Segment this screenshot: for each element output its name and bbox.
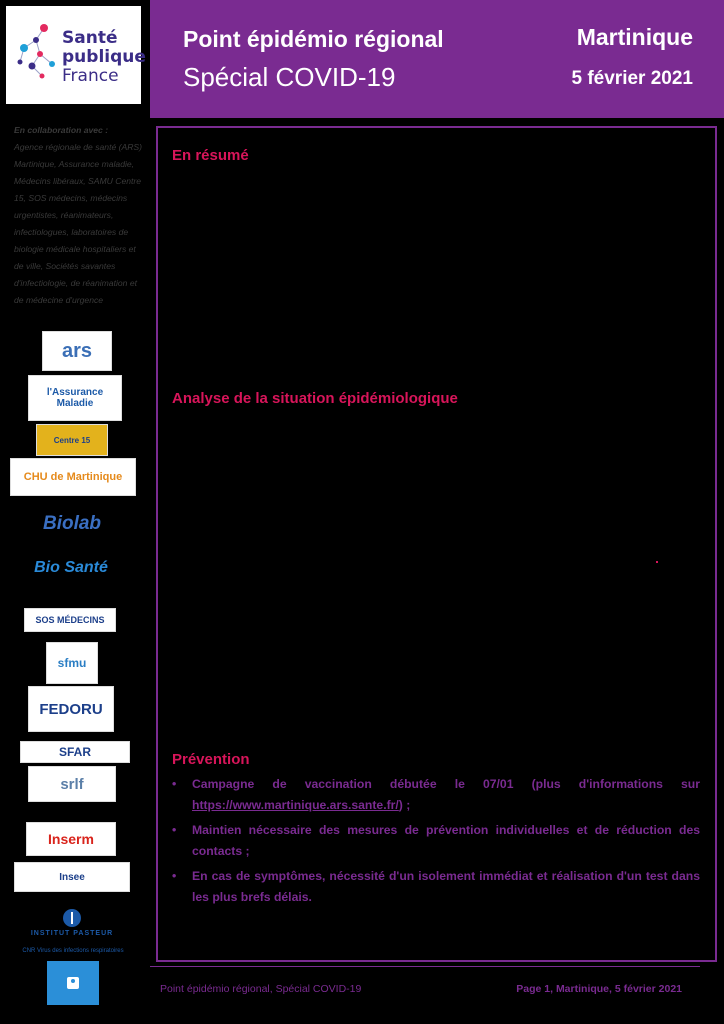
sfar-logo: SFAR <box>20 741 130 763</box>
red-dot-mark <box>656 561 658 563</box>
collaboration-heading: En collaboration avec : <box>14 125 109 135</box>
sante-icon-logo <box>47 961 99 1005</box>
prevention-item-symptoms <box>172 866 700 908</box>
logo-text-line3: France <box>62 66 119 86</box>
header-subtitle: Spécial COVID-19 <box>183 62 396 92</box>
insee-logo: Insee <box>14 862 130 892</box>
header-region: Martinique <box>576 24 693 50</box>
prevention-item-end: ) ; <box>398 798 411 812</box>
header-date: 5 février 2021 <box>571 68 693 89</box>
institut-pasteur-label: INSTITUT PASTEUR <box>30 930 114 937</box>
assurance-maladie-logo: l'Assurance Maladie <box>28 375 122 421</box>
prevention-item-measures <box>172 820 700 862</box>
prevention-list <box>172 774 700 912</box>
chu-martinique-logo: CHU de Martinique <box>10 458 136 496</box>
summary-title: En résumé <box>172 147 249 164</box>
ars-logo: ars <box>42 331 112 371</box>
collaboration-text <box>14 122 144 309</box>
sos-medecins-logo: SOS MÉDECINS <box>24 608 116 632</box>
cnr-label: CNR Virus des infections respiratoires <box>22 948 124 954</box>
person-icon <box>65 975 81 991</box>
prevention-title: Prévention <box>172 751 250 768</box>
collaboration-body: Agence régionale de santé (ARS) Martinique, Assurance maladie, Médecins libéraux, SAMU Centre 15, SOS médecins, médecins urgentistes, réanimateurs, infectiologues, laboratoires de biologie médicale hospitaliers et de ville, Sociétés savantes d'infectiologie, de réanimation et de médecine d'urgence <box>14 142 143 305</box>
bullet-icon: • <box>172 823 177 837</box>
footer-divider <box>150 966 700 967</box>
sidebar <box>0 0 150 1024</box>
fedoru-logo: FEDORU <box>28 686 114 732</box>
biolab-logo: Biolab <box>32 506 112 542</box>
bullet-icon: • <box>172 777 177 791</box>
ars-website-link[interactable]: https://www.martinique.ars.sante.fr/ <box>192 798 399 812</box>
sante-publique-france-logo <box>6 6 146 104</box>
prevention-item-text: En cas de symptômes, nécessité d'un isolement immédiat et réalisation d'un test dans les plus brefs délais. <box>192 869 700 904</box>
footer-page-info: Page 1, Martinique, 5 février 2021 <box>516 983 682 995</box>
header-title: Point épidémio régional <box>183 26 444 52</box>
prevention-item-text: Maintien nécessaire des mesures de prévention individuelles et de réduction des contacts ; <box>192 823 700 858</box>
footer-title: Point épidémio régional, Spécial COVID-19 <box>160 983 362 995</box>
logo-text-line2: publique <box>62 47 146 67</box>
page-header <box>150 0 724 118</box>
logo-text-line1: Santé <box>62 28 118 48</box>
institut-pasteur-icon <box>62 908 82 928</box>
prevention-item-text: Campagne de vaccination débutée le 07/01 (plus d'informations sur <box>192 777 700 791</box>
bullet-icon: • <box>172 869 177 883</box>
sfmu-logo: sfmu <box>46 642 98 684</box>
prevention-item-vaccination <box>172 774 700 816</box>
samu-logo: Centre 15 <box>36 424 108 456</box>
inserm-logo: Inserm <box>26 822 116 856</box>
srlf-logo: srlf <box>28 766 116 802</box>
biosante-logo: Bio Santé <box>24 548 118 588</box>
analysis-title: Analyse de la situation épidémiologique <box>172 390 458 407</box>
logo-dots-icon <box>14 22 58 82</box>
